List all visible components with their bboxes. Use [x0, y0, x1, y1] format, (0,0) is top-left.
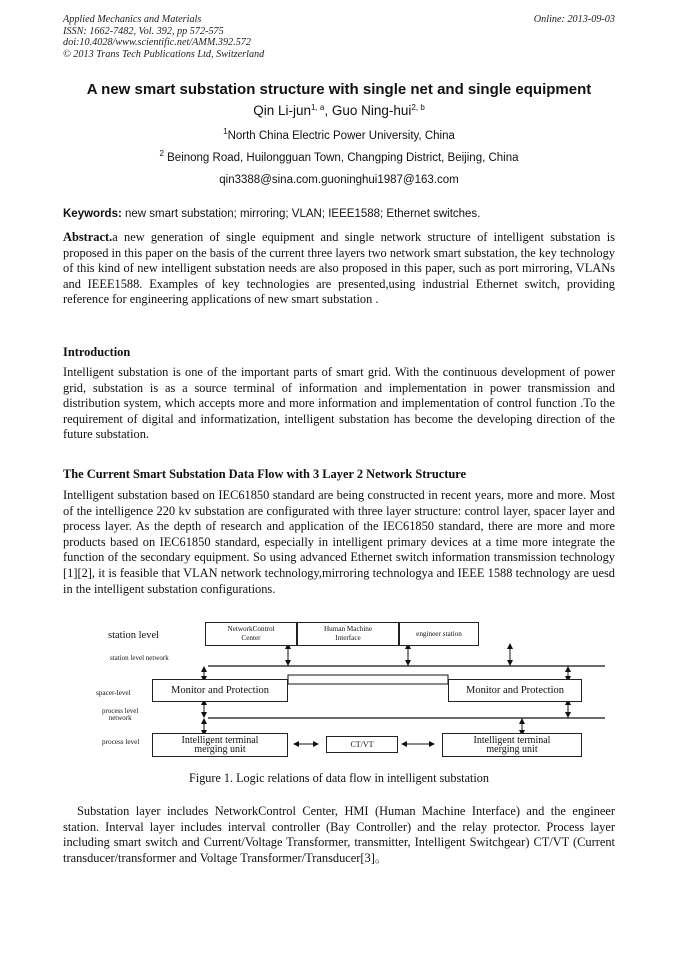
introduction-heading: Introduction — [63, 345, 131, 359]
affiliation-2-text: Beinong Road, Huilongguan Town, Changping District, Beijing, China — [167, 152, 519, 164]
label-process-level-network-line2: network — [108, 714, 132, 722]
label-station-level-network: station level network — [110, 654, 169, 662]
label-station-level: station level — [108, 630, 160, 641]
author-line — [40, 103, 638, 118]
affiliation-1-sup: 1 — [223, 127, 228, 136]
author-1-sup: 1, a — [311, 103, 325, 112]
box-merging-right-line1: Intelligent terminal — [473, 735, 551, 746]
affiliation-2 — [40, 149, 638, 164]
abstract-label: Abstract. — [63, 230, 113, 244]
abstract — [63, 230, 615, 308]
issn-line: ISSN: 1662-7482, Vol. 392, pp 572-575 — [63, 25, 224, 37]
keywords-text: new smart substation; mirroring; VLAN; IEEE1588; Ethernet switches. — [125, 208, 481, 220]
label-spacer-level: spacer-level — [96, 689, 131, 697]
journal-header — [63, 14, 264, 60]
box-merging-left-line1: Intelligent terminal — [181, 735, 259, 746]
label-process-level-network — [102, 708, 138, 722]
label-process-level-network-line1: process level — [102, 707, 139, 715]
affiliation-2-sup: 2 — [159, 149, 164, 158]
box-monitor-protection-left: Monitor and Protection — [152, 679, 288, 702]
closing-paragraph: Substation layer includes NetworkControl Center, HMI (Human Machine Interface) and the engineer station. Interval layer includes interval controller (Bay Controller) and the relay protector. Process layer including smart switch and Current/Voltage Transformer, transmitter, Intelligent Switchgear) CT/VT (Current transducer/transformer and Voltage Transformer/Transducer[3]。 — [63, 804, 615, 865]
label-process-level: process level — [102, 738, 140, 746]
author-2: Guo Ning-hui — [331, 103, 412, 118]
keywords-label: Keywords: — [63, 208, 122, 220]
box-hmi — [297, 622, 399, 646]
figure-data-flow — [96, 618, 620, 763]
online-date: Online: 2013-09-03 — [533, 14, 615, 25]
copyright-line: © 2013 Trans Tech Publications Ltd, Switzerland — [63, 48, 265, 60]
paper-title: A new smart substation structure with single net and single equipment — [86, 81, 592, 98]
box-hmi-line1: Human Machine — [323, 625, 373, 633]
box-hmi-line2: Interface — [335, 634, 361, 642]
box-network-control-center — [205, 622, 297, 646]
box-merging-unit-right — [442, 733, 582, 757]
section2-text: Intelligent substation based on IEC61850 standard are being constructed in recent years, more and more. Most of the intelligence 220 kv substation are configurated with three layer structure: control layer, spacer layer and process layer. As the depth of research and application of the IEC61850 standard, there are more and more products based on IEC61850 standard, especially in intelligent primary devices at a time more integrate the function of the secondary equipment. So using advanced Ethernet switch information transmission technology [1][2], it is feasible that VLAN network technology,mirroring technologya and IEEE 1588 technology are uesd in the intelligent substation configurations. — [63, 488, 615, 596]
author-separator: , — [324, 103, 332, 118]
keywords — [63, 208, 615, 220]
author-1: Qin Li-jun — [253, 103, 312, 118]
box-merging-left-line2: merging unit — [194, 744, 246, 755]
abstract-text: a new generation of single equipment and single network structure of intelligent substation is proposed in this paper on the basis of the current three layers two network smart substation, the key technology of this kind of new intelligent substation needs are also proposed in this paper, such as port mirroring, VLANs and IEEE1588. Examples of key technologies are presented,using industrial Ethernet switch, providing reference for engineering applications of new smart substation . — [63, 230, 615, 307]
box-network-control-line2: Center — [241, 634, 261, 642]
box-ctvt: CT/VT — [326, 736, 398, 753]
box-network-control-line1: NetworkControl — [227, 625, 275, 633]
affiliation-1 — [40, 127, 638, 142]
author-emails: qin3388@sina.com.guoninghui1987@163.com — [219, 174, 459, 186]
doi-line: doi:10.4028/www.scientific.net/AMM.392.572 — [63, 37, 251, 49]
figure-caption: Figure 1. Logic relations of data flow in intelligent substation — [189, 771, 489, 785]
box-engineer-station: engineer station — [399, 622, 479, 646]
box-monitor-protection-right: Monitor and Protection — [448, 679, 582, 702]
box-merging-right-line2: merging unit — [486, 744, 538, 755]
journal-name: Applied Mechanics and Materials — [63, 14, 202, 25]
affiliation-1-text: North China Electric Power University, China — [227, 130, 455, 142]
author-2-sup: 2, b — [411, 103, 425, 112]
box-merging-unit-left — [152, 733, 288, 757]
section2-heading: The Current Smart Substation Data Flow with 3 Layer 2 Network Structure — [63, 467, 467, 481]
introduction-text: Intelligent substation is one of the important parts of smart grid. With the continuous development of power grid, substation is as a source terminal of information and implementation in power transmission and distribution system, which accepts more and more information and implementation of control function .To the requirement of digital and informatization, intelligent substation has become the developing direction of the future substation. — [63, 365, 615, 442]
